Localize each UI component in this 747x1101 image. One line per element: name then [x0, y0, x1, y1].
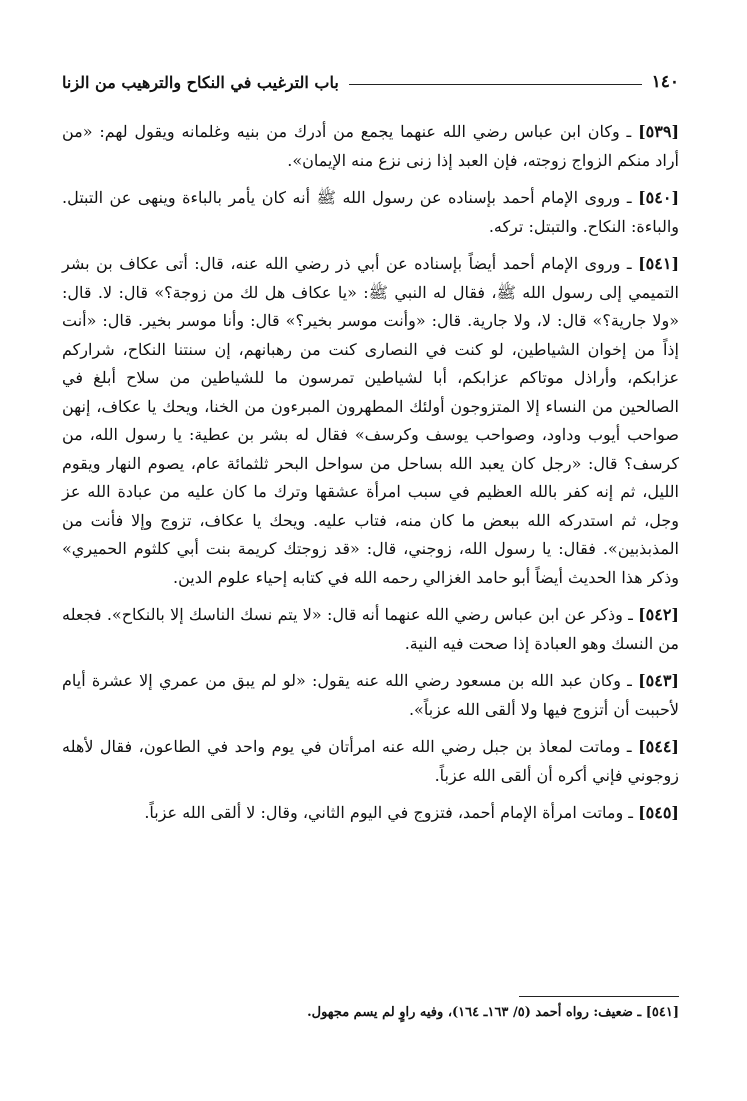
paragraph-text: ـ وماتت امرأة الإمام أحمد، فتزوج في اليوم الثاني، وقال: لا ألقى الله عزباً.	[144, 803, 633, 822]
paragraph-text: ـ وكان ابن عباس رضي الله عنهما يجمع من أدرك من بنيه وغلمانه ويقول لهم: «من أراد منكم الزواج زوجته، فإن العبد إذا زنى نزع منه الإيمان».	[62, 122, 679, 170]
header-rule	[349, 84, 642, 85]
paragraph-text: ـ وكان عبد الله بن مسعود رضي الله عنه يقول: «لو لم يبق من عمري إلا عشرة أيام لأحببت أن أتزوج فيها ولا ألقى الله عزباً».	[62, 671, 679, 719]
paragraph-539	[62, 118, 679, 175]
paragraph-number: [٥٤٣]	[638, 671, 679, 690]
paragraph-number: [٥٤٤]	[638, 737, 679, 756]
page-header	[62, 72, 679, 92]
paragraph-text: ـ وماتت لمعاذ بن جبل رضي الله عنه امرأتان في يوم واحد في الطاعون، فقال لأهله زوجوني فإني أكره أن ألقى الله عزباً.	[62, 737, 679, 785]
paragraph-545	[62, 799, 679, 828]
paragraph-number: [٥٤١]	[638, 254, 680, 273]
paragraph-544	[62, 733, 679, 790]
paragraph-541	[62, 250, 679, 592]
paragraph-540	[62, 184, 679, 241]
paragraph-text: ـ وروى الإمام أحمد أيضاً بإسناده عن أبي ذر رضي الله عنه، قال: أتى عكاف بن بشر التميمي إلى رسول الله ﷺ، فقال له النبي ﷺ: «يا عكاف هل لك من زوجة؟» قال: لا. قال: «ولا جارية؟» قال: لا، ولا جارية. قال: «وأنت موسر بخير؟» قال: وأنا موسر بخير. قال: «أنت إذاً من إخوان الشياطين، لو كنت في النصارى كنت من رهبانهم، إن سنتنا النكاح، شراركم عزابكم، وأراذل موتاكم عزابكم، أبا لشياطين تمرسون ما للشياطين من سلاح أبلغ في الصالحين من النساء إلا المتزوجون أولئك المطهرون المبرءون من الخنا، ويحك يا عكاف، إنهن صواحب أيوب وداود، وصواحب يوسف وكرسف» فقال له بشر بن عطية: يا رسول الله، من كرسف؟ قال: «رجل كان يعبد الله بساحل من سواحل البحر ثلثمائة عام، يصوم النهار ويقوم الليل، ثم إنه كفر بالله العظيم في سبب امرأة عشقها وترك ما كان عليه من عبادة الله عز وجل، ثم استدركه الله ببعض ما كان منه، فتاب عليه. ويحك يا عكاف، تزوج وإلا فأنت من المذبذبين». فقال: يا رسول الله، زوجني، قال: «قد زوجتك كريمة بنت أبي كلثوم الحميري» وذكر هذا الحديث أيضاً أبو حامد الغزالي رحمه الله في كتابه إحياء علوم الدين.	[62, 254, 680, 587]
paragraph-number: [٥٤٢]	[638, 605, 679, 624]
paragraph-543	[62, 667, 679, 724]
page-number: ١٤٠	[651, 72, 679, 92]
chapter-title: باب الترغيب في النكاح والترهيب من الزنا	[62, 72, 339, 92]
paragraph-text: ـ وذكر عن ابن عباس رضي الله عنهما أنه قال: «لا يتم نسك الناسك إلا بالنكاح». فجعله من النسك وهو العبادة إذا صحت فيه النية.	[62, 605, 679, 653]
paragraph-number: [٥٤٠]	[638, 188, 680, 207]
paragraph-542	[62, 601, 679, 658]
page-body	[62, 118, 679, 837]
paragraph-text: ـ وروى الإمام أحمد بإسناده عن رسول الله ﷺ أنه كان يأمر بالباءة وينهى عن التبتل. والباءة: النكاح. والتبتل: تركه.	[62, 188, 679, 236]
footnote-rule	[519, 996, 679, 997]
paragraph-number: [٥٣٩]	[638, 122, 680, 141]
paragraph-number: [٥٤٥]	[638, 803, 679, 822]
footnote: [٥٤١] ـ ضعيف: رواه أحمد (٥/ ١٦٣ـ ١٦٤)، وفيه راوٍ لم يسم مجهول.	[307, 1005, 679, 1020]
